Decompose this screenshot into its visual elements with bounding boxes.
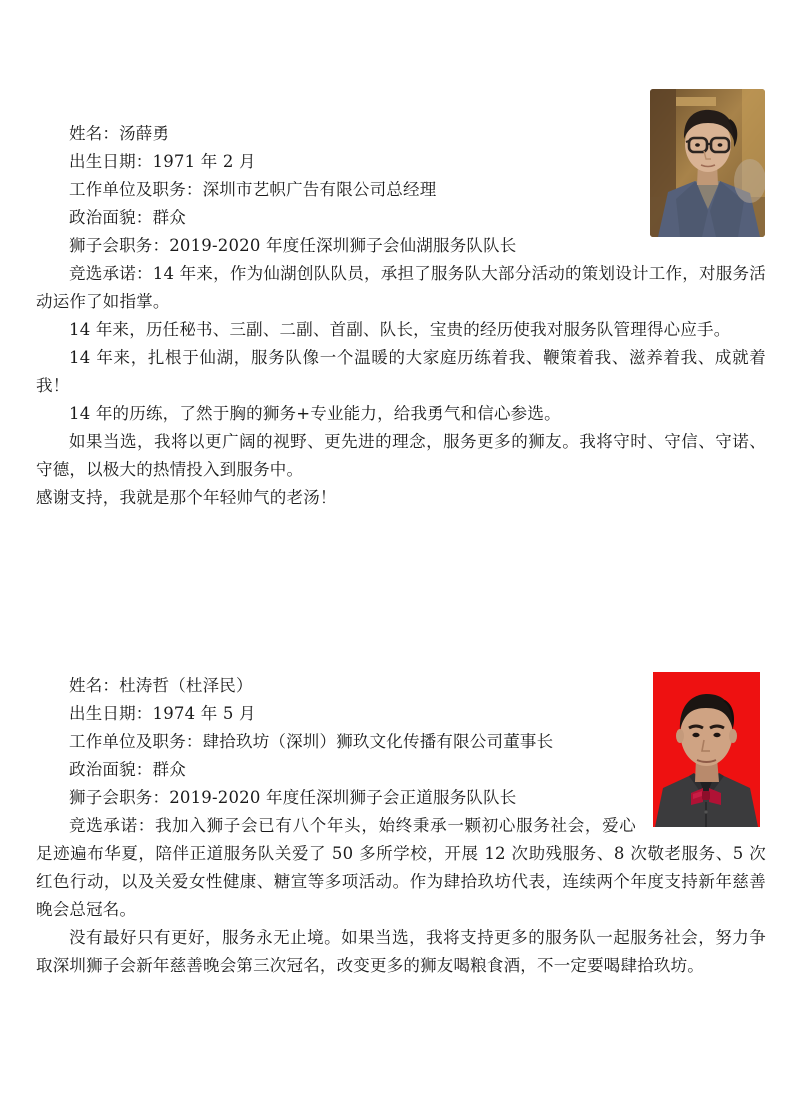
candidate-1-political-line: 政治面貌：群众 [69, 208, 186, 227]
candidate-1-paragraph-4: 14 年的历练，了然于胸的狮务+专业能力，给我勇气和信心参选。 [69, 404, 561, 423]
photo-wrap-spacer-1 [636, 120, 766, 246]
candidate-2-name-line: 姓名：杜涛哲（杜泽民） [69, 676, 253, 695]
candidate-1-work-line: 工作单位及职务：深圳市艺帜广告有限公司总经理 [69, 180, 437, 199]
candidate-1-paragraph-3: 14 年来，扎根于仙湖，服务队像一个温暖的大家庭历练着我、鞭策着我、滋养着我、成就着我！ [36, 348, 766, 395]
candidate-1-lions-post-line: 狮子会职务：2019-2020 年度任深圳狮子会仙湖服务队队长 [69, 236, 517, 255]
candidate-entry-2 [36, 672, 766, 980]
candidate-1-name-line: 姓名：汤薛勇 [69, 124, 170, 143]
candidate-entry-1 [36, 120, 766, 512]
candidate-1-paragraph-1: 竞选承诺：14 年来，作为仙湖创队队员，承担了服务队大部分活动的策划设计工作，对服务活动运作了如指掌。 [36, 264, 766, 311]
photo-wrap-spacer-2 [636, 672, 766, 835]
candidate-1-paragraph-2: 14 年来，历任秘书、三副、二副、首副、队长，宝贵的经历使我对服务队管理得心应手。 [69, 320, 731, 339]
candidate-2-birth-line: 出生日期：1974 年 5 月 [69, 704, 256, 723]
candidate-1-paragraph-5: 如果当选，我将以更广阔的视野、更先进的理念，服务更多的狮友。我将守时、守信、守诺、守德，以极大的热情投入到服务中。 [36, 432, 766, 479]
candidate-1-birth-line: 出生日期：1971 年 2 月 [69, 152, 256, 171]
candidate-2-political-line: 政治面貌：群众 [69, 760, 186, 779]
candidate-2-paragraph-2: 没有最好只有更好，服务永无止境。如果当选，我将支持更多的服务队一起服务社会，努力争取深圳狮子会新年慈善晚会第三次冠名，改变更多的狮友喝粮食酒，不一定要喝肆拾玖坊。 [36, 928, 766, 975]
candidate-2-paragraph-1: 竞选承诺：我加入狮子会已有八个年头，始终秉承一颗初心服务社会，爱心足迹遍布华夏，陪伴正道服务队关爱了 50 多所学校，开展 12 次助残服务、8 次敬老服务、5 次红色行动，以及关爱女性健康、糖宣等多项活动。作为肆拾玖坊代表，连续两个年度支持新年慈善晚会总冠名。 [36, 816, 766, 919]
candidate-2-work-line: 工作单位及职务：肆拾玖坊（深圳）狮玖文化传播有限公司董事长 [69, 732, 554, 751]
candidate-1-closing-line: 感谢支持，我就是那个年轻帅气的老汤！ [36, 488, 337, 507]
candidate-2-lions-post-line: 狮子会职务：2019-2020 年度任深圳狮子会正道服务队队长 [69, 788, 517, 807]
